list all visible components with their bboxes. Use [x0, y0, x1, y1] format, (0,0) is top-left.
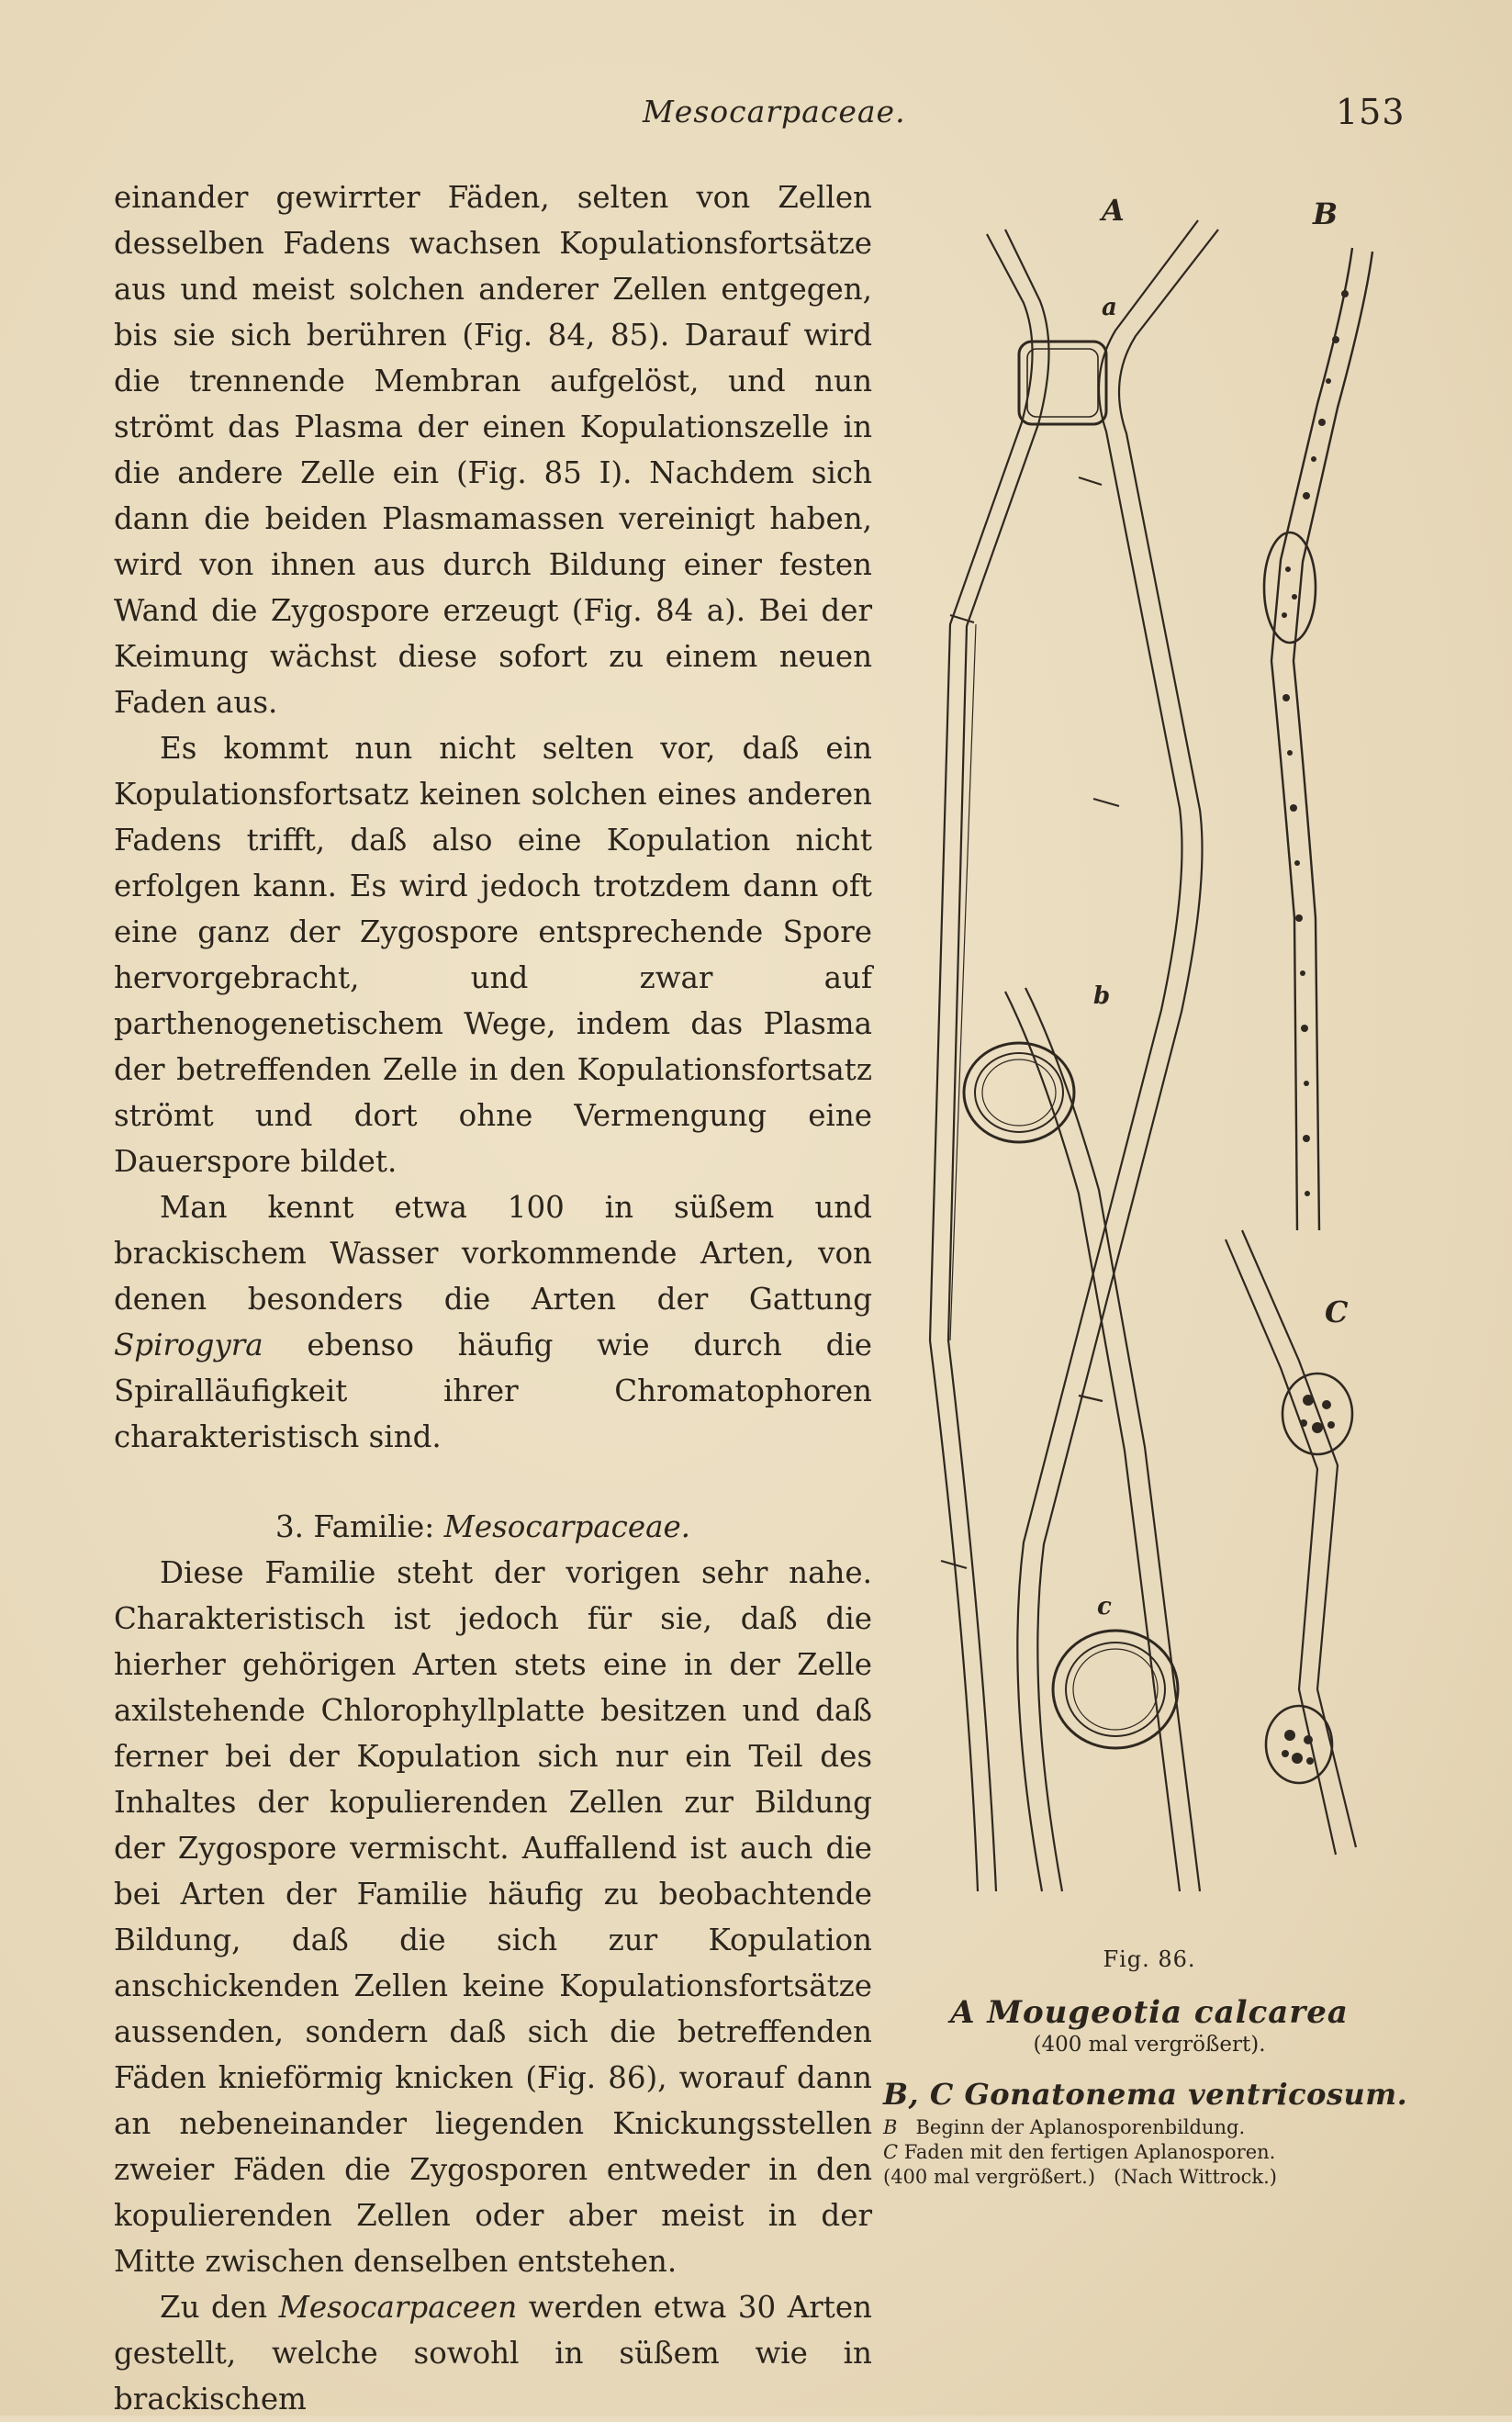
caption-letter: C: [883, 2141, 899, 2163]
figure-mark-b: b: [1093, 982, 1111, 1010]
text-run: werden etwa 30 Arten gestellt, welche sowohl in süßem wie in brackischem: [114, 2290, 872, 2416]
body-text-column: [114, 174, 872, 2422]
running-header-title: Mesocarpaceae.: [643, 94, 906, 129]
caption-credit: (Nach Wittrock.): [1114, 2166, 1277, 2188]
algae-drawing: [913, 184, 1428, 1946]
figure-label-a: A: [1102, 193, 1125, 228]
text-run: Zu den: [160, 2290, 279, 2325]
caption-species-a: [883, 1994, 1416, 2031]
caption-magnification: (400 mal vergrößert.): [883, 2166, 1096, 2188]
genus-name: Spirogyra: [114, 1328, 263, 1362]
page-number: 153: [1336, 92, 1406, 132]
caption-letter: A: [950, 1994, 976, 2031]
section-heading: [114, 1504, 872, 1550]
caption-letter: B: [883, 2116, 898, 2138]
paragraph: einander gewirrter Fäden, selten von Zellen desselben Fadens wachsen Kopulationsfortsätze aus und meist solchen anderer Zellen entgegen, bis sie sich berühren (Fig. 84, 85). Darauf wird die trennende Membran aufgelöst, und nun strömt das Plasma der einen Kopulationszelle in die andere Zelle ein (Fig. 85 I). Nachdem sich dann die beiden Plasmamassen vereinigt haben, wird von ihnen aus durch Bildung einer festen Wand die Zygospore erzeugt (Fig. 84 a). Bei der Keimung wächst diese sofort zu einem neuen Faden aus.: [114, 180, 872, 720]
figure-86-illustration: [913, 184, 1428, 1946]
paragraph: Es kommt nun nicht selten vor, daß ein Kopulationsfortsatz keinen solchen eines anderen Fadens trifft, daß also eine Kopulation nicht erfolgen kann. Es wird jedoch trotzdem dann oft eine ganz der Zygospore entsprechende Spore hervorgebracht, und zwar auf parthenogenetischem Wege, indem das Plasma der betreffenden Zelle in den Kopulationsfortsatz strömt und dort ohne Vermengung eine Dauerspore bildet.: [114, 731, 872, 1179]
caption-text: Beginn der Aplanosporenbildung.: [915, 2116, 1246, 2138]
caption-details: [883, 2115, 1416, 2190]
caption-line: [883, 2115, 1416, 2140]
figure-mark-a: a: [1102, 294, 1117, 321]
caption-letter: B, C: [883, 2077, 954, 2112]
paragraph: [114, 2284, 872, 2422]
section-heading-name: Mesocarpaceae.: [443, 1509, 691, 1544]
caption-magnification: (400 mal vergrößert).: [1033, 2033, 1266, 2057]
caption-species-name: Mougeotia calcarea: [987, 1994, 1349, 2031]
caption-species-name: Gonatonema ventricosum.: [964, 2077, 1408, 2112]
text-run: Man kennt etwa 100 in süßem und brackischem Wasser vorkommende Arten, von denen besonders die Arten der Gattung: [114, 1190, 872, 1317]
caption-line: [883, 2165, 1416, 2190]
caption-text: Faden mit den fertigen Aplanosporen.: [903, 2141, 1276, 2163]
figure-number: Fig. 86.: [1103, 1946, 1196, 1972]
paragraph: [114, 1184, 872, 1460]
section-heading-prefix: 3. Familie:: [275, 1509, 444, 1544]
paragraph: Diese Familie steht der vorigen sehr nahe. Charakteristisch ist jedoch für sie, daß die hierher gehörigen Arten stets eine in der Zelle axilstehende Chlorophyllplatte besitzen und daß ferner bei der Kopulation sich nur ein Teil des Inhaltes der kopulierenden Zellen zur Bildung der Zygospore vermischt. Auffallend ist auch die bei Arten der Familie häufig zu beobachtende Bildung, daß die sich zur Kopulation anschickenden Zellen keine Kopulationsfortsätze aussenden, sondern daß sich die betreffenden Fäden knieförmig knicken (Fig. 86), worauf dann an nebeneinander liegenden Knickungsstellen zweier Fäden die Zygosporen entweder in den kopulierenden Zellen oder aber meist in der Mitte zwischen denselben entstehen.: [114, 1555, 872, 2279]
caption-species-bc: [883, 2077, 1416, 2112]
caption-line: [883, 2140, 1416, 2165]
figure-label-b: B: [1313, 196, 1338, 231]
family-name: Mesocarpaceen: [278, 2290, 518, 2325]
figure-caption: [883, 1946, 1416, 2190]
figure-label-c: C: [1325, 1295, 1349, 1329]
figure-mark-c: c: [1097, 1593, 1112, 1620]
text-run: ebenso häufig wie durch die Spiralläufigkeit ihrer Chromatophoren charakteristisch sind.: [114, 1328, 872, 1454]
